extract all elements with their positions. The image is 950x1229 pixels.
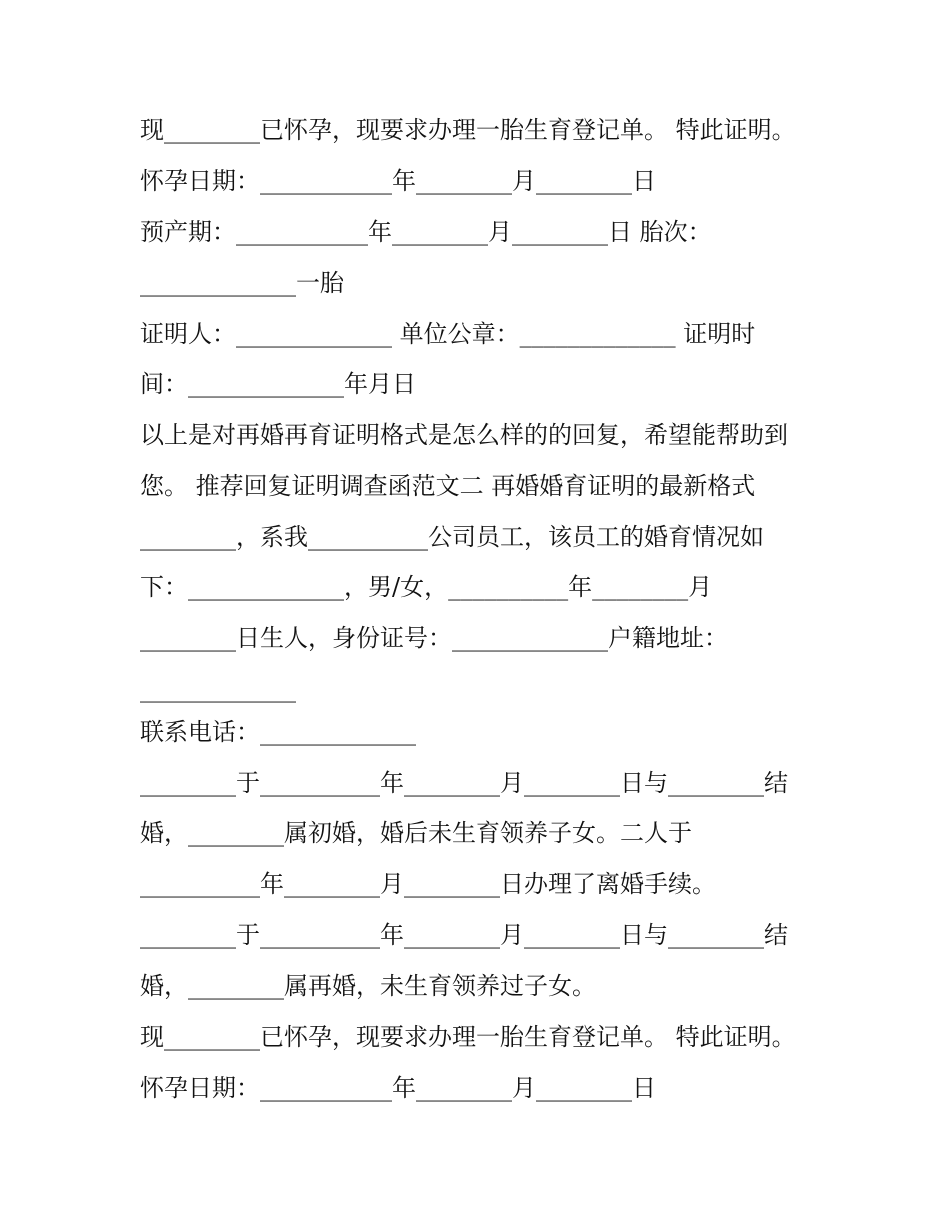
text-line: _____________一胎	[140, 269, 344, 297]
text-line: ________于__________年________月________日与________结	[140, 921, 788, 949]
text-line: 婚，________属初婚，婚后未生育领养子女。二人于	[140, 819, 692, 847]
text-line: ________，系我__________公司员工，该员工的婚育情况如	[140, 523, 764, 551]
text-line: 现________已怀孕，现要求办理一胎生育登记单。 特此证明。	[140, 1023, 796, 1051]
text-line: 证明人：_____________ 单位公章：_____________ 证明时	[140, 320, 756, 348]
text-line: _____________	[140, 675, 296, 703]
text-line: 怀孕日期：___________年________月________日	[140, 1074, 656, 1102]
text-line: 间：_____________年月日	[140, 370, 416, 398]
text-line: 怀孕日期：___________年________月________日	[140, 167, 656, 195]
text-line: 婚，________属再婚，未生育领养过子女。	[140, 972, 596, 1000]
text-line: 联系电话：_____________	[140, 718, 416, 746]
text-line: 以上是对再婚再育证明格式是怎么样的的回复，希望能帮助到	[140, 421, 788, 449]
text-line: ________日生人，身份证号：_____________户籍地址：	[140, 624, 728, 652]
text-line: 您。 推荐回复证明调查函范文二 再婚婚育证明的最新格式	[140, 472, 756, 500]
text-line: 现________已怀孕，现要求办理一胎生育登记单。 特此证明。	[140, 116, 796, 144]
text-line: 预产期：___________年________月________日 胎次：	[140, 218, 712, 246]
text-line: __________年________月________日办理了离婚手续。	[140, 870, 716, 898]
text-line: ________于__________年________月________日与________结	[140, 769, 788, 797]
text-line: 下：_____________，男/女，__________年________月	[140, 573, 713, 601]
